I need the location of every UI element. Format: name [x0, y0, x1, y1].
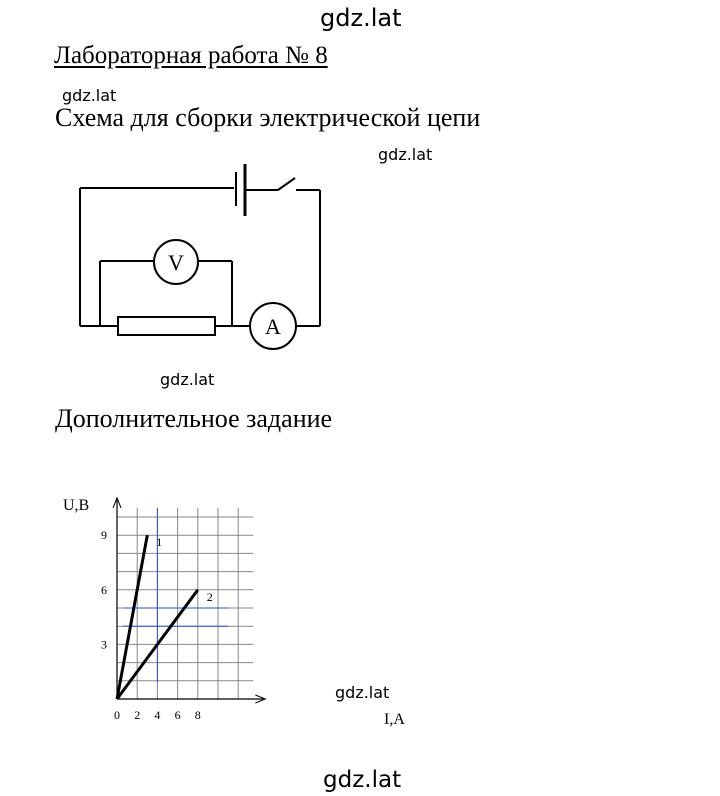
x-tick-label: 0 [114, 708, 120, 722]
y-tick-label: 3 [101, 637, 107, 652]
watermark: gdz.lat [62, 86, 117, 105]
page-title: Лабораторная работа № 8 [54, 42, 328, 69]
series-label-1: 1 [156, 535, 163, 550]
watermark: gdz.lat [378, 145, 433, 164]
y-axis-label: U,В [63, 497, 90, 514]
extra-task-heading: Дополнительное задание [55, 404, 333, 433]
watermark: gdz.lat [335, 683, 390, 702]
ammeter-label: A [265, 314, 281, 339]
y-tick-label: 6 [101, 582, 107, 597]
x-tick-label: 2 [134, 708, 141, 722]
y-tick-label: 9 [101, 528, 107, 543]
watermark-top: gdz.lat [320, 4, 402, 32]
x-tick-label: 6 [174, 708, 181, 722]
x-tick-label: 8 [194, 708, 201, 722]
circuit-heading: Схема для сборки электрической цепи [55, 103, 481, 132]
voltmeter-label: V [168, 250, 184, 275]
x-axis-label: I,А [384, 711, 405, 728]
series-label-2: 2 [206, 589, 213, 604]
x-tick-label: 4 [154, 708, 161, 722]
watermark-bottom: gdz.lat [323, 767, 402, 793]
series-line-1 [117, 535, 147, 699]
watermark: gdz.lat [160, 370, 215, 389]
